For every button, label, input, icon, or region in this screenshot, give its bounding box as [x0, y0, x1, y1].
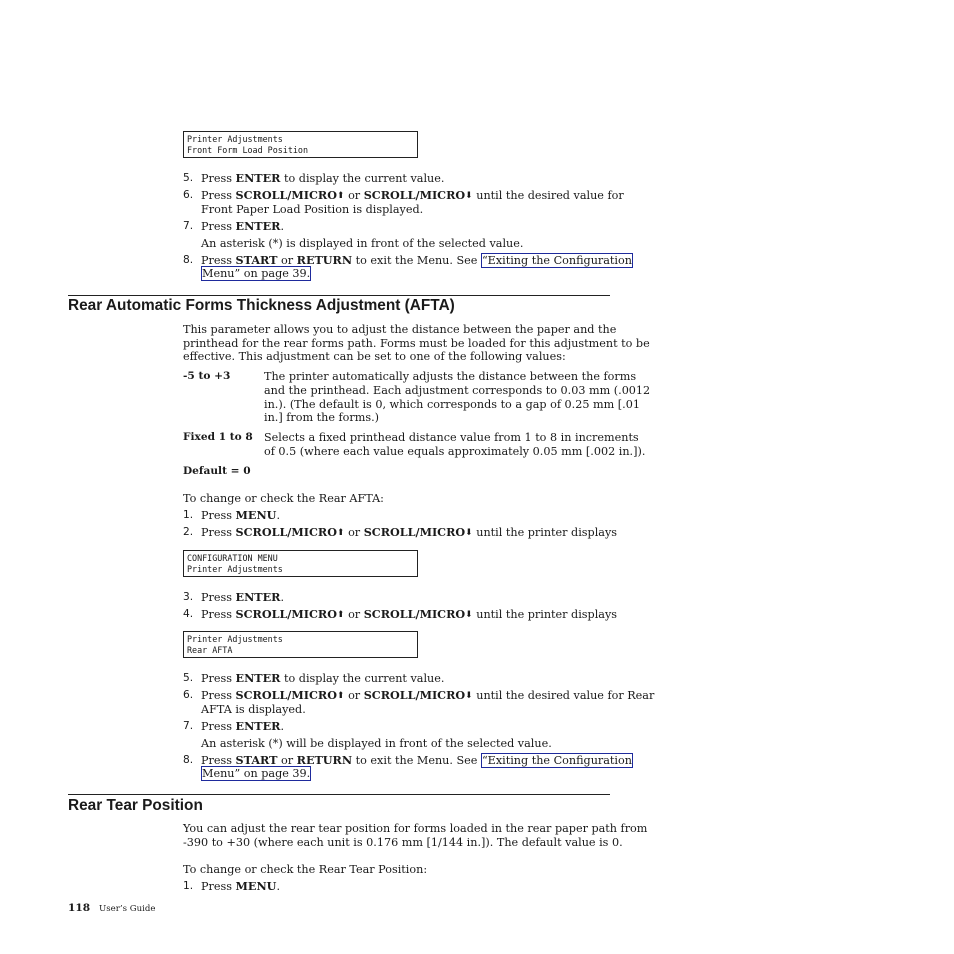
paragraph-line: -390 to +30 (where each unit is 0.176 mm [1/144 in.]). The default value is 0.	[183, 836, 623, 849]
lcd-display	[183, 631, 418, 658]
step-number: 4.	[183, 608, 194, 620]
cross-reference-link[interactable]: Menu” on page 39.	[202, 767, 311, 780]
lcd-line: Printer Adjustments	[187, 134, 283, 144]
definition-line: in.] from the forms.)	[264, 411, 380, 424]
arrow-up-icon: ⬆	[336, 691, 345, 701]
step-number: 1.	[183, 880, 194, 892]
step-text: Press ENTER.	[201, 590, 285, 604]
section-heading: Rear Automatic Forms Thickness Adjustment (AFTA)	[68, 297, 455, 314]
section-rule	[68, 794, 610, 795]
cross-reference-link[interactable]: Menu” on page 39.	[202, 267, 311, 280]
definition-line: and the printhead. Each adjustment corresponds to 0.03 mm (.0012	[264, 384, 651, 397]
arrow-down-icon: ⬇	[465, 610, 473, 620]
procedure-intro: To change or check the Rear Tear Position:	[183, 863, 428, 876]
paragraph-line: printhead for the rear forms path. Forms must be loaded for this adjustment to be	[183, 337, 650, 350]
cross-reference-link[interactable]: “Exiting the Configuration	[481, 254, 632, 267]
step-note: An asterisk (*) is displayed in front of the selected value.	[201, 237, 524, 250]
step-text	[201, 267, 311, 281]
step-text	[201, 767, 311, 781]
lcd-line: Printer Adjustments	[187, 564, 283, 574]
arrow-up-icon: ⬆	[336, 528, 345, 538]
step-text: AFTA is displayed.	[201, 703, 306, 716]
step-number: 5.	[183, 672, 194, 684]
step-number: 3.	[183, 591, 194, 603]
step-number: 8.	[183, 254, 194, 266]
step-number: 5.	[183, 172, 194, 184]
arrow-down-icon: ⬇	[465, 528, 473, 538]
cross-reference-link[interactable]: “Exiting the Configuration	[481, 754, 632, 767]
step-text: Front Paper Load Position is displayed.	[201, 203, 424, 216]
step-text: Press ENTER.	[201, 219, 285, 233]
lcd-line: CONFIGURATION MENU	[187, 553, 278, 563]
definition-line: The printer automatically adjusts the distance between the forms	[264, 370, 637, 383]
paragraph-line: This parameter allows you to adjust the distance between the paper and the	[183, 323, 617, 336]
footer-title: User’s Guide	[99, 904, 156, 914]
paragraph-line: You can adjust the rear tear position for forms loaded in the rear paper path from	[183, 822, 648, 835]
step-text: Press MENU.	[201, 879, 281, 893]
step-text: Press MENU.	[201, 508, 281, 522]
arrow-down-icon: ⬇	[465, 191, 473, 201]
definition-line: in.). (The default is 0, which corresponds to a gap of 0.25 mm [.01	[264, 398, 640, 411]
step-text: Press ENTER.	[201, 719, 285, 733]
lcd-line: Front Form Load Position	[187, 145, 309, 155]
step-text: Press START or RETURN to exit the Menu. See “Exiting the Configuration	[201, 753, 632, 767]
lcd-display	[183, 550, 418, 577]
step-text: Press START or RETURN to exit the Menu. See “Exiting the Configuration	[201, 253, 632, 267]
step-number: 7.	[183, 720, 194, 732]
step-note: An asterisk (*) will be displayed in front of the selected value.	[201, 737, 552, 750]
step-text: Press SCROLL/MICRO⬆ or SCROLL/MICRO⬇ until the desired value for Rear	[201, 688, 655, 702]
step-number: 1.	[183, 509, 194, 521]
step-number: 2.	[183, 526, 194, 538]
arrow-up-icon: ⬆	[336, 610, 345, 620]
step-number: 7.	[183, 220, 194, 232]
default-value: Default = 0	[183, 465, 251, 477]
step-number: 6.	[183, 189, 194, 201]
arrow-down-icon: ⬇	[465, 691, 473, 701]
section-heading: Rear Tear Position	[68, 797, 203, 814]
lcd-line: Rear AFTA	[187, 645, 233, 655]
lcd-line: Printer Adjustments	[187, 634, 283, 644]
definition-line: of 0.5 (where each value equals approximately 0.05 mm [.002 in.]).	[264, 445, 646, 458]
procedure-intro: To change or check the Rear AFTA:	[183, 492, 384, 505]
step-text: Press ENTER to display the current value.	[201, 671, 445, 685]
step-text: Press SCROLL/MICRO⬆ or SCROLL/MICRO⬇ until the desired value for	[201, 188, 624, 202]
definition-line: Selects a fixed printhead distance value from 1 to 8 in increments	[264, 431, 639, 444]
definition-term: Fixed 1 to 8	[183, 431, 253, 443]
step-number: 8.	[183, 754, 194, 766]
arrow-up-icon: ⬆	[336, 191, 345, 201]
step-text: Press SCROLL/MICRO⬆ or SCROLL/MICRO⬇ until the printer displays	[201, 525, 618, 539]
paragraph-line: effective. This adjustment can be set to one of the following values:	[183, 350, 566, 363]
step-number: 6.	[183, 689, 194, 701]
lcd-display	[183, 131, 418, 158]
definition-term: -5 to +3	[183, 370, 231, 382]
page-number: 118	[68, 902, 91, 914]
step-text: Press ENTER to display the current value.	[201, 171, 445, 185]
section-rule	[68, 295, 610, 296]
step-text: Press SCROLL/MICRO⬆ or SCROLL/MICRO⬇ until the printer displays	[201, 607, 618, 621]
